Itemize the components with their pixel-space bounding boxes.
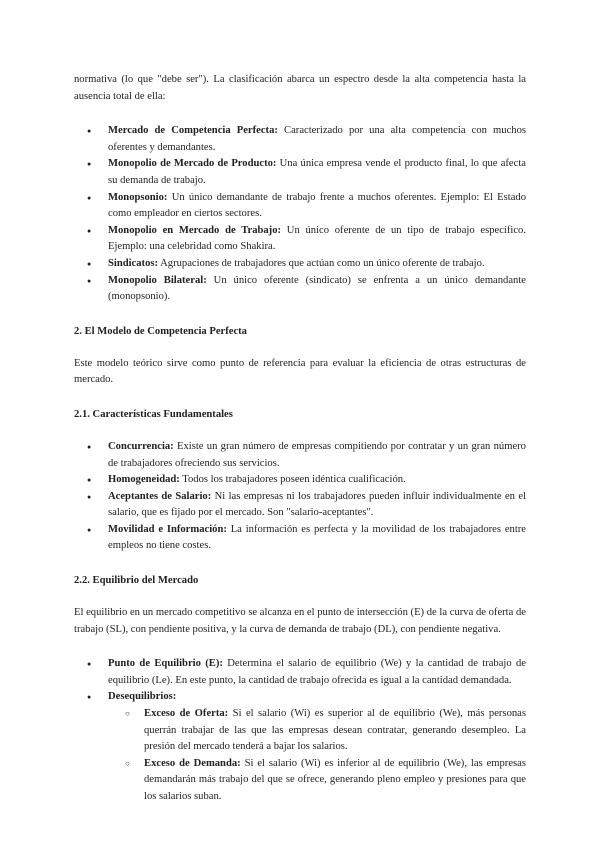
item-term: Aceptantes de Salario:	[108, 490, 212, 502]
item-term: Exceso de Oferta:	[144, 708, 229, 720]
list-item	[74, 489, 526, 522]
section-heading-2-2: 2.2. Equilibrio del Mercado	[74, 575, 199, 587]
item-desc: Si el salario (Wi) es superior al de equilibrio (We), más personas querrán trabajar de las que las empresas desean contratar, generando desempleo. La presión del mercado tenderá a bajar los salarios.	[144, 708, 526, 753]
sub-list-item	[74, 706, 526, 756]
item-term: Monopolio de Mercado de Producto:	[108, 158, 277, 170]
item-desc: Si el salario (Wi) es inferior al de equilibrio (We), las empresas demandarán más trabajo del que se ofrece, generando pleno empleo y presiones para que los salarios suban.	[144, 757, 526, 802]
item-desc: Un único oferente (sindicato) se enfrenta a un único demandante (monopsonio).	[108, 274, 526, 303]
item-term: Monopsonio:	[108, 191, 168, 203]
list-item	[74, 190, 526, 223]
item-term: Mercado de Competencia Perfecta:	[108, 125, 278, 137]
list-item	[74, 522, 526, 555]
item-term: Monopolio en Mercado de Trabajo:	[108, 224, 282, 236]
list-item	[74, 656, 526, 689]
item-term: Homogeneidad:	[108, 474, 180, 486]
page-content	[74, 72, 526, 806]
classification-list	[74, 123, 526, 306]
section-heading-2-1: 2.1. Características Fundamentales	[74, 408, 233, 420]
section-2-paragraph: Este modelo teórico sirve como punto de referencia para evaluar la eficiencia de otras estructuras de mercado.	[74, 357, 526, 386]
item-desc: Caracterizado por una alta competencia con muchos oferentes y demandantes.	[108, 125, 526, 153]
item-term: Monopolio Bilateral:	[108, 274, 207, 286]
list-item	[74, 439, 526, 472]
list-item	[74, 689, 526, 706]
list-item	[74, 273, 526, 306]
item-term: Sindicatos:	[108, 257, 159, 269]
item-desc: La información es perfecta y la movilidad de los trabajadores entre empleos no tiene costes.	[108, 523, 526, 552]
item-desc: Un único demandante de trabajo frente a muchos oferentes. Ejemplo: El Estado como empleador en ciertos sectores.	[108, 191, 526, 220]
item-term: Punto de Equilibrio (E):	[108, 658, 223, 670]
list-item	[74, 472, 526, 489]
section-heading-2: 2. El Modelo de Competencia Perfecta	[74, 325, 247, 337]
item-desc: Existe un gran número de empresas compitiendo por contratar y un gran número de trabajadores ofreciendo sus servicios.	[108, 440, 526, 469]
item-term: Exceso de Demanda:	[144, 757, 241, 769]
characteristics-list	[74, 439, 526, 555]
list-item	[74, 123, 526, 156]
item-desc: Todos los trabajadores poseen idéntica cualificación.	[182, 474, 406, 486]
item-term: Concurrencia:	[108, 440, 174, 452]
item-desc: Determina el salario de equilibrio (We) y la cantidad de trabajo de equilibrio (Le). En este punto, la cantidad de trabajo ofrecida es igual a la cantidad demandada.	[108, 658, 527, 686]
list-item	[74, 156, 526, 189]
list-item	[74, 256, 526, 273]
item-desc: Un único oferente de un tipo de trabajo específico. Ejemplo: una celebridad como Shakira.	[108, 224, 526, 253]
item-term: Desequilibrios:	[108, 691, 177, 703]
section-2-2-paragraph: El equilibrio en un mercado competitivo se alcanza en el punto de intersección (E) de la curva de oferta de trabajo (SL), con pendiente positiva, y la curva de demanda de trabajo (DL), con pendiente negativa.	[74, 607, 526, 635]
disequilibrium-sublist	[74, 706, 526, 806]
sub-list-item	[74, 756, 526, 806]
equilibrium-list	[74, 656, 526, 706]
intro-paragraph: normativa (lo que "debe ser"). La clasificación abarca un espectro desde la alta competencia hasta la ausencia total de ella:	[74, 74, 526, 102]
item-term: Movilidad e Información:	[108, 523, 227, 535]
item-desc: Una única empresa vende el producto final, lo que afecta su demanda de trabajo.	[108, 158, 526, 186]
item-desc: Agrupaciones de trabajadores que actúan como un único oferente de trabajo.	[160, 257, 485, 269]
item-desc: Ni las empresas ni los trabajadores pueden influir individualmente en el salario, que es fijado por el mercado. Son "salario-aceptantes".	[108, 490, 526, 519]
list-item	[74, 223, 526, 256]
